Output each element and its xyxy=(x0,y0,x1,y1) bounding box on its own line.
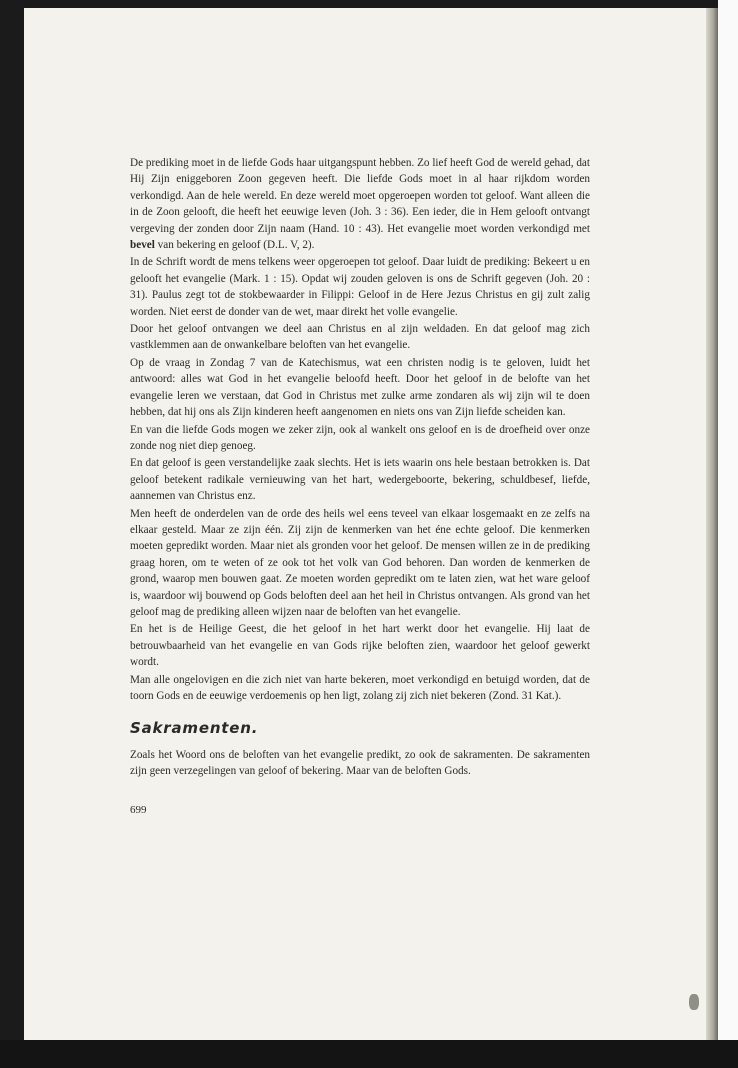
section-heading: Sakramenten. xyxy=(130,719,259,738)
scan-border-bottom xyxy=(0,1040,738,1068)
paragraph-4: Op de vraag in Zondag 7 van de Katechismus, wat een christen nodig is te geloven, luidt het antwoord: alles wat God in het evangelie beloofd heeft. Door het geloof in de belofte van het evangelie leren we verstaan, dat God in Christus met zulke arme zondaren als wij zijn wil te doen hebben, dat hij ons als Zijn kinderen heeft aangenomen en niets ons van Zijn liefde scheiden kan. xyxy=(130,356,590,419)
page-number: 699 xyxy=(130,803,147,816)
paragraph-8: En het is de Heilige Geest, die het geloof in het hart werkt door het evangelie. Hij laat de betrouwbaarheid van het evangelie en van Gods rijke beloften zien, waardoor het geloof gewerkt wordt. xyxy=(130,623,590,669)
paragraph-9: Man alle ongelovigen en die zich niet van harte bekeren, moet verkondigd en betuigd worden, dat de toorn Gods en de eeuwige verdoemenis op hen ligt, zolang zij zich niet bekeren (Zond. 31 Kat.). xyxy=(130,673,590,702)
paragraph-2: In de Schrift wordt de mens telkens weer opgeroepen tot geloof. Daar luidt de prediking: Bekeert u en gelooft het evangelie (Mark. 1 : 15). Opdat wij zouden geloven is ons de Schrift gegeven (Joh. 20 : 31). Paulus zegt tot de stokbewaarder in Filippi: Geloof in de Here Jezus Christus en gij zult zalig worden. Niet eerst de donder van de wet, maar direkt het volle evangelie. xyxy=(130,256,590,318)
paragraph-1 xyxy=(130,155,590,253)
paragraph-3: Door het geloof ontvangen we deel aan Christus en al zijn weldaden. En dat geloof mag zich vastklemmen aan de onwankelbare beloften van het evangelie. xyxy=(130,323,590,352)
scan-margin-right xyxy=(718,0,738,1068)
paragraph-7: Men heeft de onderdelen van de orde des heils wel eens teveel van elkaar losgemaakt en ze zelfs na elkaar gesteld. Maar ze zijn één. Zij zijn de kenmerken van het éne echte geloof. Die kenmerken moeten gepredikt worden. Maar niet als gronden voor het geloof. De mensen willen ze in de prediking graag horen, om te weten of ze ook tot het volk van God behoren. Dan worden de kenmerken de grond, waarop men bouwen gaat. Ze moeten worden gepredikt om te laten zien, wat het ware geloof is, waardoor wij bouwend op Gods beloften deel aan het heil in Christus ontvangen. Als grond van het geloof mag de prediking alleen wijzen naar de beloften van het evangelie. xyxy=(130,507,590,618)
ink-smudge xyxy=(689,994,699,1010)
page-edge-shadow xyxy=(706,8,718,1040)
paragraph-5: En van die liefde Gods mogen we zeker zijn, ook al wankelt ons geloof en is de droefheid over onze zonde nog niet diep genoeg. xyxy=(130,423,590,452)
paragraph-1-bold-word: bevel xyxy=(130,239,155,252)
paragraph-6: En dat geloof is geen verstandelijke zaak slechts. Het is iets waarin ons hele bestaan betrokken is. Dat geloof betekent radikale vernieuwing van het hart, wedergeboorte, bekering, schuldbesef, liefde, aannemen van Christus enz. xyxy=(130,457,590,503)
scan-border-top xyxy=(0,0,738,8)
scan-border-left xyxy=(0,0,24,1068)
paragraph-1-tail: van bekering en geloof (D.L. V, 2). xyxy=(154,239,315,252)
section-paragraph: Zoals het Woord ons de beloften van het evangelie predikt, zo ook de sakramenten. De sakramenten zijn geen verzegelingen van geloof of bekering. Maar van de beloften Gods. xyxy=(130,748,590,778)
paragraph-1-text: De prediking moet in de liefde Gods haar uitgangspunt hebben. Zo lief heeft God de wereld gehad, dat Hij Zijn eniggeboren Zoon gegeven heeft. Die liefde Gods moet in al haar rijkdom worden verkondigd. Aan de hele wereld. En deze wereld moet opgeroepen worden tot geloof. Want alleen die in de Zoon gelooft, die heeft het eeuwige leven (Joh. 3 : 36). Een ieder, die in Hem gelooft ontvangt vergeving der zonden door Zijn naam (Hand. 10 : 43). Het evangelie moet worden verkondigd met xyxy=(130,157,590,235)
page-body xyxy=(130,155,590,818)
